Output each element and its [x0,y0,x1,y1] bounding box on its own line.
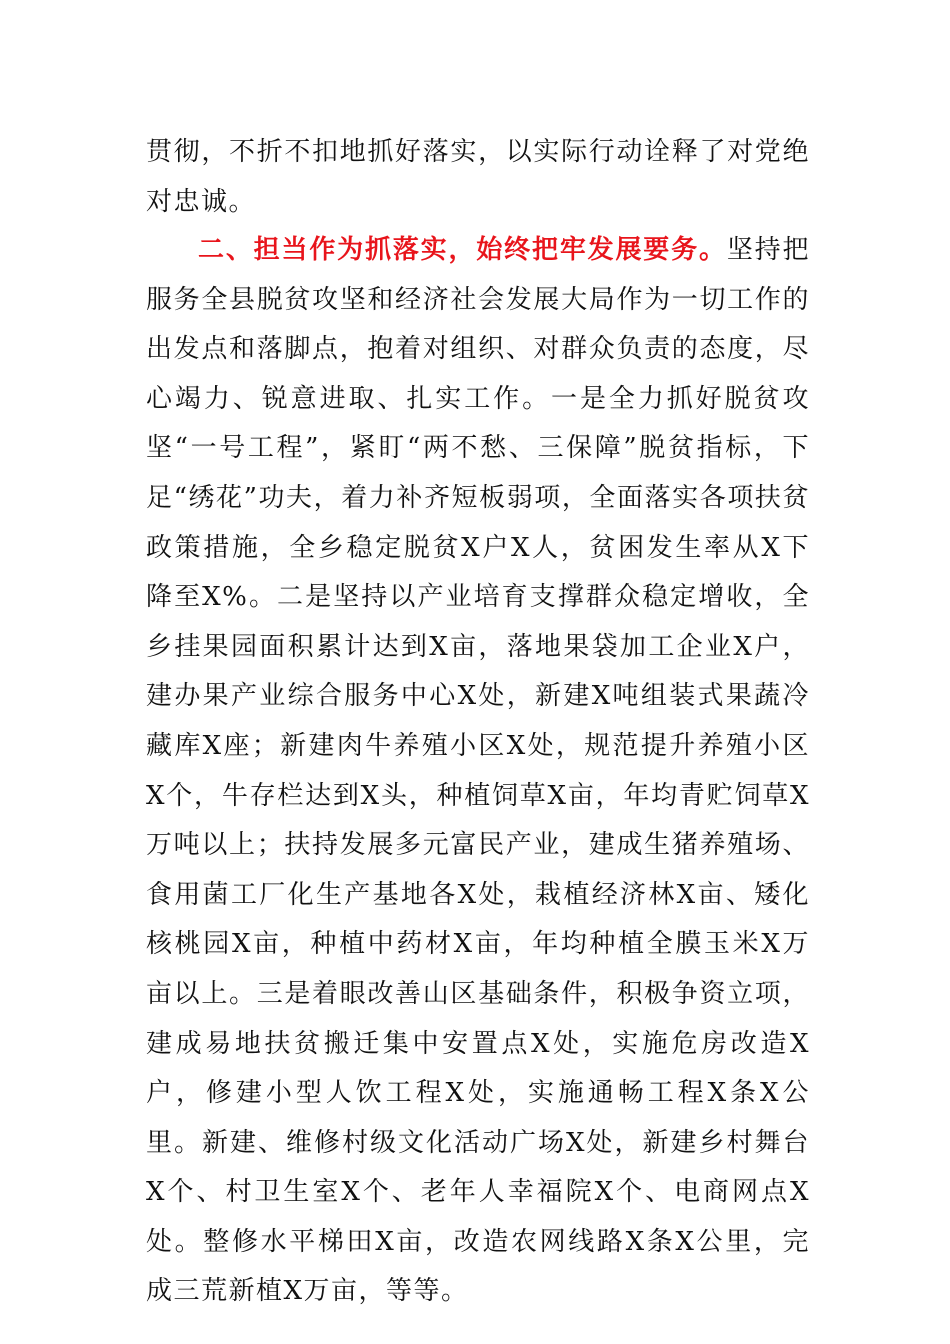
section-two-heading: 二、担当作为抓落实，始终把牢发展要务。 [198,235,727,265]
section-two-body: 坚持把服务全县脱贫攻坚和经济社会发展大局作为一切工作的出发点和落脚点，抱着对组织、对群众负责的态度，尽心竭力、锐意进取、扎实工作。一是全力抓好脱贫攻坚“一号工程”，紧盯“两不愁、三保障”脱贫指标，下足“绣花”功夫，着力补齐短板弱项，全面落实各项扶贫政策措施，全乡稳定脱贫X户X人，贫困发生率从X下降至X%。二是坚持以产业培育支撑群众稳定增收，全乡挂果园面积累计达到X亩，落地果袋加工企业X户，建办果产业综合服务中心X处，新建X吨组装式果蔬冷藏库X座；新建肉牛养殖小区X处，规范提升养殖小区X个，牛存栏达到X头，种植饲草X亩，年均青贮饲草X万吨以上；扶持发展多元富民产业，建成生猪养殖场、食用菌工厂化生产基地各X处，栽植经济林X亩、矮化核桃园X亩，种植中药材X亩，年均种植全膜玉米X万亩以上。三是着眼改善山区基础条件，积极争资立项，建成易地扶贫搬迁集中安置点X处，实施危房改造X户，修建小型人饮工程X处，实施通畅工程X条X公里。新建、维修村级文化活动广场X处，新建乡村舞台X个、村卫生室X个、老年人幸福院X个、电商网点X处。整修水平梯田X亩，改造农网线路X条X公里，完成三荒新植X万亩，等等。 [146,235,810,1307]
section-two-paragraph [146,226,810,1317]
paragraph-continued: 贯彻，不折不扣地抓好落实，以实际行动诠释了对党绝对忠诚。 [146,137,810,217]
